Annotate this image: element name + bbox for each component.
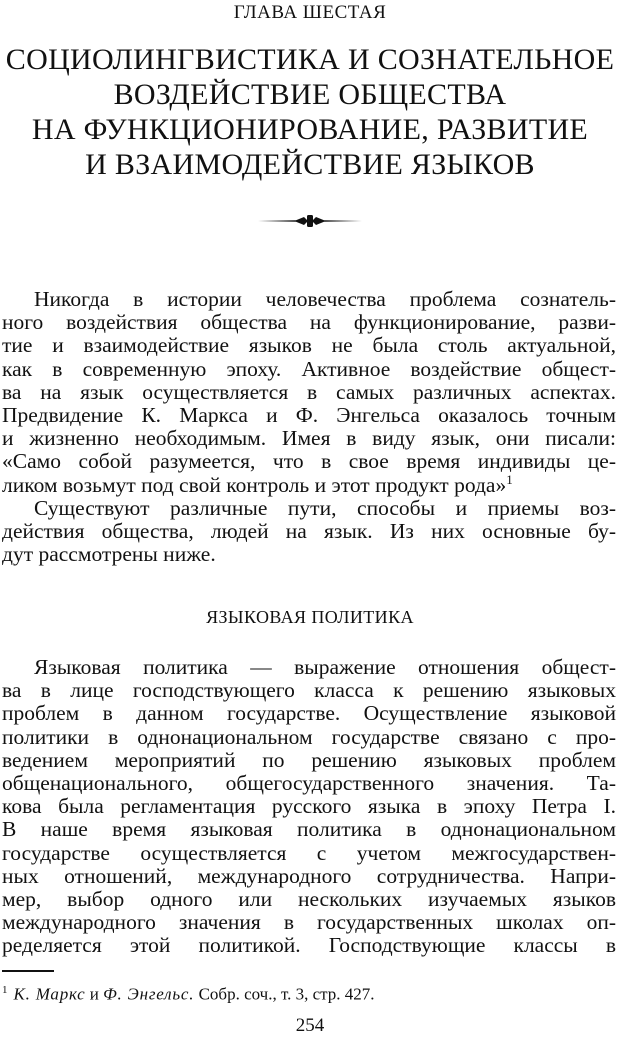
footnote-source: Собр. соч., т. 3, стр. 427. bbox=[198, 984, 375, 1004]
text-line: В наше время языковая политика в однонациональном bbox=[2, 817, 616, 842]
text-line: ведением мероприятий по решению языковых проблем bbox=[2, 747, 616, 772]
decorative-ornament-icon bbox=[258, 212, 362, 230]
text-line: ва в лице господствующего класса к решению языковых bbox=[2, 678, 616, 703]
footnote-author: Ф. Энгельс. bbox=[103, 984, 195, 1004]
text-line: кова была регламентация русского языка в эпоху Петра I. bbox=[2, 794, 616, 819]
text-line: как в современную эпоху. Активное воздействие общест- bbox=[2, 356, 616, 381]
chapter-title-line: И ВЗАИМОДЕЙСТВИЕ ЯЗЫКОВ bbox=[85, 148, 535, 181]
intro-paragraph-2 bbox=[2, 497, 616, 567]
footnote-conjunction: и bbox=[89, 984, 99, 1004]
footnote-mark: 1 bbox=[2, 984, 8, 996]
chapter-title bbox=[0, 42, 620, 182]
text-line: ных отношений, международного сотрудничества. Напри- bbox=[2, 863, 616, 888]
text-line: Никогда в истории человечества проблема сознатель- bbox=[34, 287, 616, 311]
section-heading: ЯЗЫКОВАЯ ПОЛИТИКА bbox=[206, 607, 414, 627]
chapter-label: ГЛАВА ШЕСТАЯ bbox=[233, 2, 387, 23]
chapter-title-line: НА ФУНКЦИОНИРОВАНИЕ, РАЗВИТИЕ bbox=[31, 113, 589, 146]
text-line: ликом возьмут под свой контроль и этот продукт рода» bbox=[2, 472, 507, 497]
text-line: ного воздействия общества на функционирование, разви- bbox=[2, 310, 616, 335]
page-number: 254 bbox=[295, 1015, 325, 1036]
text-line: общенационального, общегосударственного значения. Та- bbox=[2, 771, 616, 796]
intro-paragraph bbox=[2, 288, 616, 497]
chapter-title-line: ВОЗДЕЙСТВИЕ ОБЩЕСТВА bbox=[113, 78, 507, 111]
footnote-author: К. Маркс bbox=[13, 984, 86, 1004]
text-line: ва на язык осуществляется в самых различных аспектах. bbox=[2, 379, 616, 404]
text-line: «Само собой разумеется, что в свое время индивиды це- bbox=[2, 449, 616, 474]
footnote-reference: 1 bbox=[506, 471, 513, 487]
chapter-title-line: СОЦИОЛИНГВИСТИКА И СОЗНАТЕЛЬНОЕ bbox=[5, 43, 615, 76]
text-line: Существуют различные пути, способы и приемы воз- bbox=[34, 496, 616, 520]
text-line: тие и взаимодействие языков не была столь актуальной, bbox=[2, 333, 616, 358]
footnote bbox=[2, 984, 616, 1005]
footnote-divider bbox=[2, 970, 54, 972]
text-line: мер, выбор одного или нескольких изучаемых языков bbox=[2, 887, 616, 912]
text-line: Предвидение К. Маркса и Ф. Энгельса оказалось точным bbox=[2, 403, 616, 428]
text-line: проблем в данном государстве. Осуществление языковой bbox=[2, 701, 616, 726]
text-line: действия общества, людей на язык. Из них основные бу- bbox=[2, 519, 616, 544]
section-paragraph bbox=[2, 656, 616, 958]
text-line: ределяется этой политикой. Господствующие классы в bbox=[2, 933, 616, 958]
text-line: Языковая политика — выражение отношения общест- bbox=[34, 655, 616, 679]
text-line: международного значения в государственных школах оп- bbox=[2, 910, 616, 935]
text-line: дут рассмотрены ниже. bbox=[2, 542, 216, 567]
text-line: государстве осуществляется с учетом межгосударствен- bbox=[2, 840, 616, 865]
text-line: и жизненно необходимым. Имея в виду язык, они писали: bbox=[2, 426, 616, 451]
text-line-with-footnote bbox=[2, 471, 616, 497]
text-line: политики в однонациональном государстве связано с про- bbox=[2, 724, 616, 749]
